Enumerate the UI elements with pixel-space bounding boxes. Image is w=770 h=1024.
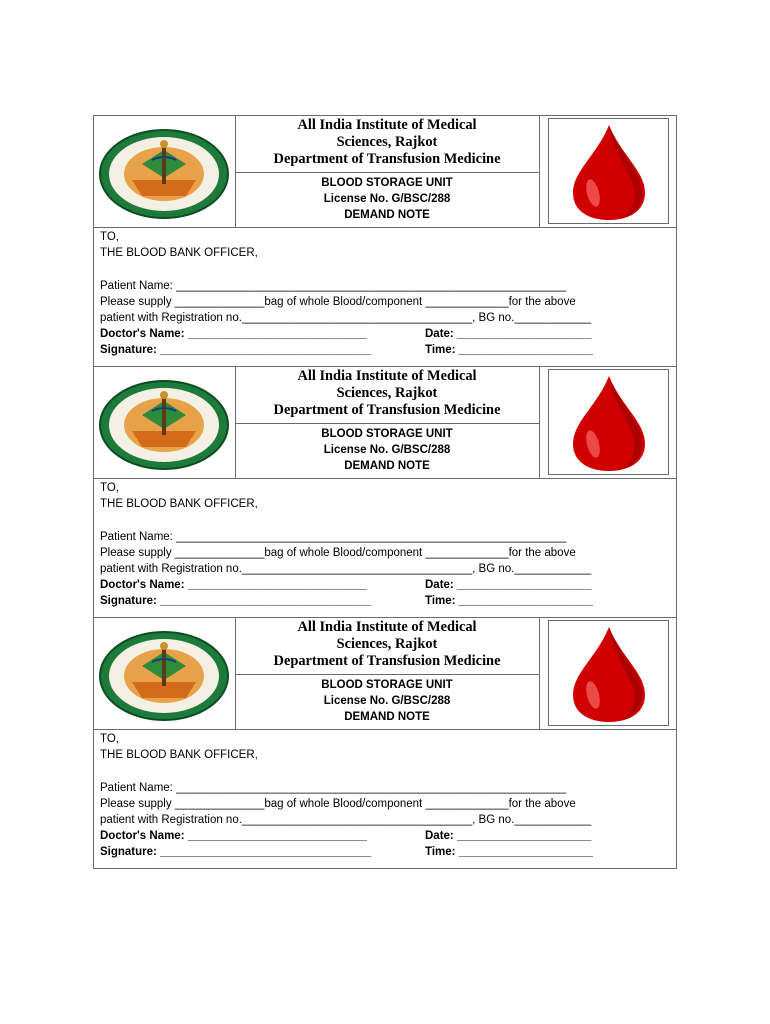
document-type: DEMAND NOTE: [344, 209, 430, 221]
drop-frame: [548, 620, 669, 726]
slip-header: [94, 618, 676, 730]
supply-field[interactable]: Please supply ______________bag of whole Blood/component _____________for the above: [100, 798, 576, 810]
date-field[interactable]: Date: _____________________: [425, 579, 592, 591]
institute-name-line2: Sciences, Rajkot: [336, 134, 438, 150]
divider: [235, 423, 539, 424]
supply-field[interactable]: Please supply ______________bag of whole Blood/component _____________for the above: [100, 547, 576, 559]
registration-field[interactable]: patient with Registration no.____________________________________, BG no.____________: [100, 563, 592, 575]
unit-name: BLOOD STORAGE UNIT: [321, 428, 453, 440]
license-number: License No. G/BSC/288: [323, 695, 451, 707]
recipient-label: THE BLOOD BANK OFFICER,: [100, 247, 258, 259]
time-field[interactable]: Time: _____________________: [425, 595, 593, 607]
title-cell: [235, 367, 539, 478]
to-label: TO,: [100, 733, 119, 745]
signature-field[interactable]: Signature: _________________________________: [100, 846, 372, 858]
patient-name-field[interactable]: Patient Name: _____________________________________________________________: [100, 782, 567, 794]
logo-cell: [94, 116, 236, 227]
drop-cell: [539, 116, 677, 227]
drop-frame: [548, 369, 669, 475]
institute-name-line1: All India Institute of Medical: [297, 368, 477, 384]
institute-name-line2: Sciences, Rajkot: [336, 636, 438, 652]
institute-name-line1: All India Institute of Medical: [297, 117, 477, 133]
title-cell: [235, 116, 539, 227]
doctor-name-field[interactable]: Doctor's Name: ____________________________: [100, 830, 367, 842]
drop-cell: [539, 367, 677, 478]
license-number: License No. G/BSC/288: [323, 444, 451, 456]
document-type: DEMAND NOTE: [344, 460, 430, 472]
recipient-label: THE BLOOD BANK OFFICER,: [100, 498, 258, 510]
drop-frame: [548, 118, 669, 224]
demand-note-slip-1: [93, 115, 677, 367]
department-name: Department of Transfusion Medicine: [273, 402, 501, 418]
logo-cell: [94, 367, 236, 478]
divider: [235, 172, 539, 173]
unit-name: BLOOD STORAGE UNIT: [321, 679, 453, 691]
supply-field[interactable]: Please supply ______________bag of whole Blood/component _____________for the above: [100, 296, 576, 308]
patient-name-field[interactable]: Patient Name: _____________________________________________________________: [100, 280, 567, 292]
aiims-logo-icon: [94, 116, 235, 227]
registration-field[interactable]: patient with Registration no.____________________________________, BG no.____________: [100, 312, 592, 324]
time-field[interactable]: Time: _____________________: [425, 846, 593, 858]
signature-field[interactable]: Signature: _________________________________: [100, 344, 372, 356]
license-number: License No. G/BSC/288: [323, 193, 451, 205]
blood-drop-icon: [549, 119, 668, 223]
institute-name-line2: Sciences, Rajkot: [336, 385, 438, 401]
demand-note-slip-3: [93, 617, 677, 869]
registration-field[interactable]: patient with Registration no.____________________________________, BG no.____________: [100, 814, 592, 826]
department-name: Department of Transfusion Medicine: [273, 653, 501, 669]
unit-name: BLOOD STORAGE UNIT: [321, 177, 453, 189]
signature-field[interactable]: Signature: _________________________________: [100, 595, 372, 607]
patient-name-field[interactable]: Patient Name: _____________________________________________________________: [100, 531, 567, 543]
slip-header: [94, 367, 676, 479]
to-label: TO,: [100, 231, 119, 243]
department-name: Department of Transfusion Medicine: [273, 151, 501, 167]
title-cell: [235, 618, 539, 729]
aiims-logo-icon: [94, 367, 235, 478]
divider: [235, 674, 539, 675]
to-label: TO,: [100, 482, 119, 494]
demand-note-slip-2: [93, 366, 677, 618]
recipient-label: THE BLOOD BANK OFFICER,: [100, 749, 258, 761]
drop-cell: [539, 618, 677, 729]
doctor-name-field[interactable]: Doctor's Name: ____________________________: [100, 579, 367, 591]
institute-name-line1: All India Institute of Medical: [297, 619, 477, 635]
blood-drop-icon: [549, 370, 668, 474]
date-field[interactable]: Date: _____________________: [425, 830, 592, 842]
logo-cell: [94, 618, 236, 729]
document-type: DEMAND NOTE: [344, 711, 430, 723]
aiims-logo-icon: [94, 618, 235, 729]
date-field[interactable]: Date: _____________________: [425, 328, 592, 340]
time-field[interactable]: Time: _____________________: [425, 344, 593, 356]
blood-drop-icon: [549, 621, 668, 725]
doctor-name-field[interactable]: Doctor's Name: ____________________________: [100, 328, 367, 340]
slip-header: [94, 116, 676, 228]
